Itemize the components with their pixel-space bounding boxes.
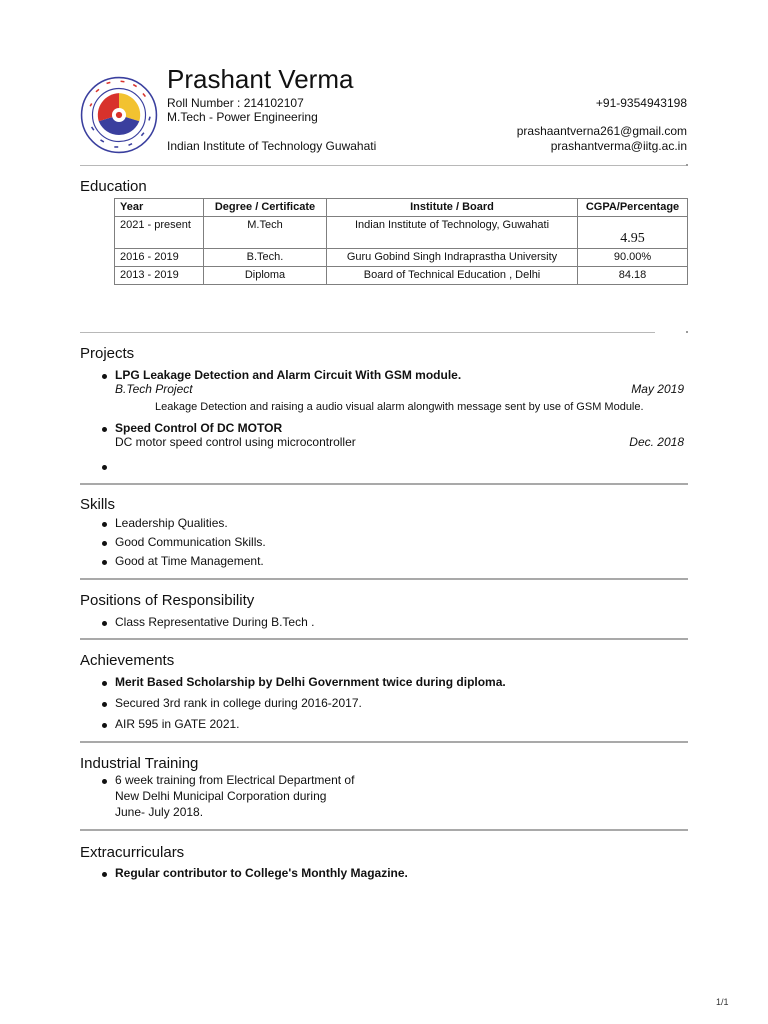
- achievement-item: Secured 3rd rank in college during 2016-2017.: [115, 696, 362, 710]
- roll-number: Roll Number : 214102107: [167, 96, 304, 110]
- project-date: Dec. 2018: [629, 435, 684, 449]
- training-line: New Delhi Municipal Corporation during: [115, 789, 327, 803]
- year-cell: 2021 - present: [115, 217, 204, 249]
- positions-heading: Positions of Responsibility: [80, 592, 255, 609]
- training-line: 6 week training from Electrical Department of: [115, 773, 355, 787]
- phone-number: +91-9354943198: [595, 96, 687, 110]
- divider-end-dot: [686, 331, 688, 333]
- education-heading: Education: [80, 178, 147, 195]
- column-header-institute: Institute / Board: [327, 199, 578, 217]
- achievement-item: AIR 595 in GATE 2021.: [115, 717, 240, 731]
- degree-cell: M.Tech: [204, 217, 327, 249]
- education-table: [114, 198, 688, 285]
- institute-logo: [80, 76, 158, 154]
- bullet-icon: [102, 374, 107, 379]
- personal-email[interactable]: prashaantverna261@gmail.com: [516, 124, 687, 138]
- divider-end-dot: [686, 164, 688, 166]
- year-cell: 2016 - 2019: [115, 249, 204, 267]
- table-row: [115, 217, 688, 249]
- education-divider: [80, 332, 655, 333]
- training-heading: Industrial Training: [80, 755, 199, 772]
- institute-name: Indian Institute of Technology Guwahati: [167, 139, 377, 153]
- projects-heading: Projects: [80, 345, 135, 362]
- bullet-icon: [102, 522, 107, 527]
- institute-cell: Indian Institute of Technology, Guwahati: [327, 217, 578, 249]
- skills-heading: Skills: [80, 496, 116, 513]
- bullet-icon: [102, 560, 107, 565]
- bullet-icon: [102, 465, 107, 470]
- bullet-icon: [102, 779, 107, 784]
- table-header-row: [115, 199, 688, 217]
- skill-item: Good Communication Skills.: [115, 535, 266, 549]
- candidate-name: Prashant Verma: [167, 64, 354, 94]
- degree-cell: B.Tech.: [204, 249, 327, 267]
- score-cell: 84.18: [578, 267, 688, 285]
- project-description: Leakage Detection and raising a audio visual alarm alongwith message sent by use of GSM Module.: [155, 401, 644, 413]
- achievements-divider: [80, 741, 688, 743]
- bullet-icon: [102, 427, 107, 432]
- bullet-icon: [102, 681, 107, 686]
- skill-item: Leadership Qualities.: [115, 516, 228, 530]
- degree-cell: Diploma: [204, 267, 327, 285]
- achievements-heading: Achievements: [80, 652, 175, 669]
- extracurriculars-heading: Extracurriculars: [80, 844, 185, 861]
- positions-divider: [80, 638, 688, 640]
- score-cell: 90.00%: [578, 249, 688, 267]
- score-cell: [578, 217, 688, 249]
- column-header-degree: Degree / Certificate: [204, 199, 327, 217]
- institute-email[interactable]: prashantverma@iitg.ac.in: [550, 139, 687, 153]
- project-date: May 2019: [631, 382, 684, 396]
- bullet-icon: [102, 872, 107, 877]
- bullet-icon: [102, 702, 107, 707]
- column-header-year: Year: [115, 199, 204, 217]
- achievement-item: Merit Based Scholarship by Delhi Government twice during diploma.: [115, 675, 506, 689]
- position-item: Class Representative During B.Tech .: [115, 615, 315, 629]
- table-row: [115, 267, 688, 285]
- year-cell: 2013 - 2019: [115, 267, 204, 285]
- program: M.Tech - Power Engineering: [167, 110, 318, 124]
- skill-item: Good at Time Management.: [115, 554, 264, 568]
- column-header-score: CGPA/Percentage: [578, 199, 688, 217]
- projects-divider: [80, 483, 688, 485]
- bullet-icon: [102, 621, 107, 626]
- training-line: June- July 2018.: [115, 805, 204, 819]
- institute-cell: Board of Technical Education , Delhi: [327, 267, 578, 285]
- table-row: [115, 249, 688, 267]
- project-subtitle: DC motor speed control using microcontroller: [115, 435, 356, 449]
- skills-divider: [80, 578, 688, 580]
- bullet-icon: [102, 541, 107, 546]
- institute-cell: Guru Gobind Singh Indraprastha University: [327, 249, 578, 267]
- training-divider: [80, 829, 688, 831]
- bullet-icon: [102, 723, 107, 728]
- project-title: LPG Leakage Detection and Alarm Circuit With GSM module.: [115, 368, 462, 382]
- project-subtitle: B.Tech Project: [115, 382, 193, 396]
- project-title: Speed Control Of DC MOTOR: [115, 421, 283, 435]
- page-number: 1/1: [716, 997, 729, 1007]
- header-divider: [80, 165, 688, 166]
- score-value: 4.95: [620, 231, 645, 246]
- extracurricular-item: Regular contributor to College's Monthly Magazine.: [115, 866, 408, 880]
